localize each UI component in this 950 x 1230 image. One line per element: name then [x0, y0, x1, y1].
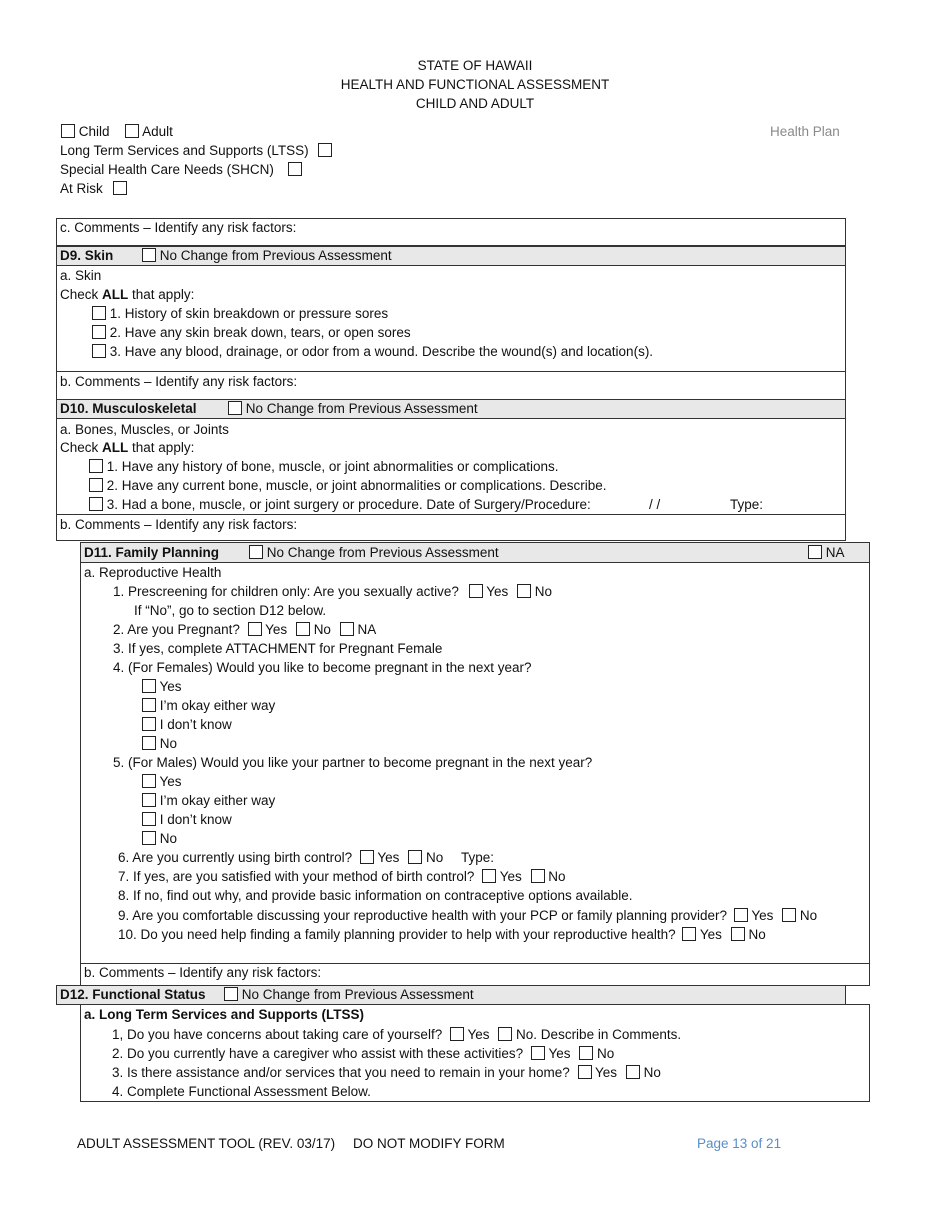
d11-q7-label: 7. If yes, are you satisfied with your method of birth control? — [118, 869, 475, 884]
shcn-checkbox[interactable] — [288, 162, 302, 176]
d11-q2-na-checkbox[interactable] — [340, 622, 354, 636]
d10-item-3-label: 3. Had a bone, muscle, or joint surgery or procedure. Date of Surgery/Procedure: — [106, 497, 591, 512]
d11-q4-option-either — [142, 696, 275, 715]
d11-q7-no-label: No — [548, 869, 566, 884]
d11-q2-no-label: No — [313, 622, 331, 637]
d9-item-1-checkbox[interactable] — [92, 306, 106, 320]
d10-check-pre: Check — [60, 440, 103, 455]
d11-q8: 8. If no, find out why, and provide basic information on contraceptive options available. — [118, 888, 633, 903]
d9-check-pre: Check — [60, 287, 103, 302]
d9-item-2-label: 2. Have any skin break down, tears, or open sores — [109, 325, 411, 340]
d10-check-all-bold: ALL — [102, 440, 129, 455]
at-risk-row — [60, 179, 127, 198]
d11-q4-option-dont-know — [142, 715, 232, 734]
d12-q1-label: 1, Do you have concerns about taking care of yourself? — [112, 1027, 443, 1042]
d10-item-2 — [89, 476, 607, 495]
ltss-checkbox[interactable] — [318, 143, 332, 157]
d12-q1-yes-checkbox[interactable] — [450, 1027, 464, 1041]
d9-item-3 — [92, 342, 653, 361]
d11-q4-no-label: No — [159, 736, 178, 751]
d9-comments-label: b. Comments – Identify any risk factors: — [60, 374, 298, 389]
d10-no-change-label: No Change from Previous Assessment — [245, 401, 478, 416]
d11-comments-label: b. Comments – Identify any risk factors: — [84, 965, 322, 980]
d11-q5-yes-checkbox[interactable] — [142, 774, 156, 788]
d12-q2-yes-checkbox[interactable] — [531, 1046, 545, 1060]
population-row — [61, 122, 173, 141]
d11-q5-dont-know-checkbox[interactable] — [142, 812, 156, 826]
d11-q10-label: 10. Do you need help finding a family planning provider to help with your reproductive health? — [118, 927, 676, 942]
d11-q5-option-no — [142, 829, 177, 848]
d9-item-2 — [92, 323, 411, 342]
d10-item-1 — [89, 457, 558, 476]
d9-no-change-label: No Change from Previous Assessment — [159, 248, 392, 263]
child-label: Child — [78, 124, 110, 139]
d11-q6 — [118, 848, 494, 867]
d11-q5-dont-know-label: I don’t know — [159, 812, 232, 827]
d11-q4-dont-know-checkbox[interactable] — [142, 717, 156, 731]
d11-q1-note: If “No”, go to section D12 below. — [134, 603, 327, 618]
d9-no-change — [142, 247, 392, 265]
shcn-row — [60, 160, 302, 179]
d11-q4-dont-know-label: I don’t know — [159, 717, 232, 732]
d9-check-post: that apply: — [128, 287, 195, 302]
footer-page-number: Page 13 of 21 — [697, 1136, 782, 1151]
d10-header — [56, 399, 846, 419]
d12-q3-no-checkbox[interactable] — [626, 1065, 640, 1079]
d10-surgery-date[interactable]: / / — [649, 497, 661, 512]
d11-q7 — [118, 867, 566, 886]
at-risk-checkbox[interactable] — [113, 181, 127, 195]
d12-q2-label: 2. Do you currently have a caregiver who assist with these activities? — [112, 1046, 524, 1061]
health-plan-label: Health Plan — [770, 124, 840, 139]
d11-sub: a. Reproductive Health — [84, 565, 222, 580]
d11-q4-yes-checkbox[interactable] — [142, 679, 156, 693]
d12-q2-yes-label: Yes — [548, 1046, 571, 1061]
d9-check-all-bold: ALL — [102, 287, 129, 302]
d9-header — [56, 246, 846, 266]
d11-q1-no-label: No — [534, 584, 553, 599]
d11-q5-yes-label: Yes — [159, 774, 182, 789]
adult-label: Adult — [142, 124, 173, 139]
d12-q2-no-label: No — [597, 1046, 615, 1061]
d11-header — [80, 542, 870, 563]
d11-q10-yes-label: Yes — [699, 927, 722, 942]
d11-q2 — [113, 620, 376, 639]
d10-type-label: Type: — [730, 497, 764, 512]
d11-q5-option-either — [142, 791, 275, 810]
d11-q7-yes-checkbox[interactable] — [482, 869, 496, 883]
d11-q9-yes-checkbox[interactable] — [734, 908, 748, 922]
d11-q2-yes-checkbox[interactable] — [248, 622, 262, 636]
form-title-assessment: HEALTH AND FUNCTIONAL ASSESSMENT — [340, 77, 610, 92]
at-risk-label: At Risk — [60, 181, 103, 196]
d10-item-3-checkbox[interactable] — [89, 497, 103, 511]
d11-q2-yes-label: Yes — [265, 622, 288, 637]
d12-q2 — [112, 1044, 614, 1063]
d11-q4: 4. (For Females) Would you like to become pregnant in the next year? — [113, 660, 532, 675]
d11-q6-yes-label: Yes — [377, 850, 400, 865]
d11-q5-either-checkbox[interactable] — [142, 793, 156, 807]
d11-q9-yes-label: Yes — [751, 908, 774, 923]
d11-q1 — [113, 582, 552, 601]
d12-no-change — [224, 986, 474, 1004]
prev-comments-label: c. Comments – Identify any risk factors: — [60, 220, 297, 235]
d11-q2-no-checkbox[interactable] — [296, 622, 310, 636]
d9-item-2-checkbox[interactable] — [92, 325, 106, 339]
d9-check-all — [60, 285, 194, 304]
d12-q1-no-checkbox[interactable] — [498, 1027, 512, 1041]
form-title-state: STATE OF HAWAII — [417, 58, 533, 73]
d10-item-2-label: 2. Have any current bone, muscle, or joint abnormalities or complications. Describe. — [106, 478, 607, 493]
d10-check-post: that apply: — [128, 440, 195, 455]
d10-item-1-label: 1. Have any history of bone, muscle, or joint abnormalities or complications. — [106, 459, 559, 474]
d11-q6-no-label: No — [425, 850, 444, 865]
d10-comments-label: b. Comments – Identify any risk factors: — [60, 517, 298, 532]
d11-q4-option-yes — [142, 677, 182, 696]
d12-sub — [84, 1005, 364, 1024]
d11-q4-yes-label: Yes — [159, 679, 182, 694]
d9-no-change-checkbox[interactable] — [142, 248, 156, 262]
d12-no-change-label: No Change from Previous Assessment — [241, 987, 474, 1002]
d11-q2-label: 2. Are you Pregnant? — [113, 622, 240, 637]
d10-item-2-checkbox[interactable] — [89, 478, 103, 492]
d12-q3-label: 3. Is there assistance and/or services that you need to remain in your home? — [112, 1065, 570, 1080]
d11-q5-no-checkbox[interactable] — [142, 831, 156, 845]
d11-q5-option-yes — [142, 772, 182, 791]
d12-q3-no-label: No — [643, 1065, 661, 1080]
d11-q1-yes-label: Yes — [486, 584, 509, 599]
d10-no-change — [228, 400, 478, 418]
d11-q6-yes-checkbox[interactable] — [360, 850, 374, 864]
d11-q5-no-label: No — [159, 831, 178, 846]
d9-title: D9. Skin — [60, 248, 114, 263]
d11-no-change — [249, 544, 499, 562]
d11-q1-yes-checkbox[interactable] — [469, 584, 483, 598]
d11-q9-no-checkbox[interactable] — [782, 908, 796, 922]
d11-q10-no-checkbox[interactable] — [731, 927, 745, 941]
d11-q9-label: 9. Are you comfortable discussing your reproductive health with your PCP or family planning provider? — [118, 908, 728, 923]
d11-q1-label: 1. Prescreening for children only: Are you sexually active? — [113, 584, 459, 599]
d12-q1-yes-label: Yes — [467, 1027, 490, 1042]
d10-item-3 — [89, 495, 591, 514]
d11-q6-type-label: Type: — [461, 850, 495, 865]
ltss-row — [60, 141, 332, 160]
d11-q1-no-checkbox[interactable] — [517, 584, 531, 598]
d12-q2-no-checkbox[interactable] — [579, 1046, 593, 1060]
d11-q9 — [118, 906, 817, 925]
d11-q4-either-checkbox[interactable] — [142, 698, 156, 712]
d9-item-3-checkbox[interactable] — [92, 344, 106, 358]
d12-q3-yes-checkbox[interactable] — [578, 1065, 592, 1079]
d10-check-all — [60, 438, 194, 457]
d11-title: D11. Family Planning — [84, 545, 220, 560]
d9-item-1 — [92, 304, 388, 323]
d11-q6-label: 6. Are you currently using birth control? — [118, 850, 353, 865]
d11-q7-yes-label: Yes — [499, 869, 522, 884]
d9-item-3-label: 3. Have any blood, drainage, or odor from a wound. Describe the wound(s) and location(s). — [109, 344, 654, 359]
footer-do-not-modify: DO NOT MODIFY FORM — [353, 1136, 505, 1151]
shcn-label: Special Health Care Needs (SHCN) — [60, 162, 274, 177]
d10-item-1-checkbox[interactable] — [89, 459, 103, 473]
d11-no-change-label: No Change from Previous Assessment — [266, 545, 499, 560]
d11-q6-no-checkbox[interactable] — [408, 850, 422, 864]
d11-q5: 5. (For Males) Would you like your partner to become pregnant in the next year? — [113, 755, 593, 770]
d11-q4-no-checkbox[interactable] — [142, 736, 156, 750]
d12-title: D12. Functional Status — [60, 987, 206, 1002]
ltss-label: Long Term Services and Supports (LTSS) — [60, 143, 309, 158]
d9-item-1-label: 1. History of skin breakdown or pressure sores — [109, 306, 389, 321]
d12-q4: 4. Complete Functional Assessment Below. — [112, 1084, 371, 1099]
d11-q4-option-no — [142, 734, 177, 753]
d12-header — [56, 985, 846, 1005]
d9-sub: a. Skin — [60, 268, 102, 283]
d11-q5-either-label: I’m okay either way — [159, 793, 276, 808]
d11-q5-option-dont-know — [142, 810, 232, 829]
d11-na-checkbox[interactable] — [808, 545, 822, 559]
d11-q10-yes-checkbox[interactable] — [682, 927, 696, 941]
d11-q4-either-label: I’m okay either way — [159, 698, 276, 713]
d12-q1-no-label: No. Describe in Comments. — [516, 1027, 682, 1042]
d11-no-change-checkbox[interactable] — [249, 545, 263, 559]
d11-q9-no-label: No — [799, 908, 818, 923]
d12-q1 — [112, 1025, 681, 1044]
footer-tool: ADULT ASSESSMENT TOOL (REV. 03/17) — [77, 1136, 336, 1151]
d11-na — [808, 544, 845, 562]
d12-no-change-checkbox[interactable] — [224, 987, 238, 1001]
d11-q3: 3. If yes, complete ATTACHMENT for Pregnant Female — [113, 641, 443, 656]
d11-na-label: NA — [825, 545, 845, 560]
adult-checkbox[interactable] — [125, 124, 139, 138]
form-title-child-adult: CHILD AND ADULT — [415, 96, 535, 111]
d11-q10 — [118, 925, 766, 944]
d11-q7-no-checkbox[interactable] — [531, 869, 545, 883]
d12-sub-text: a. Long Term Services and Supports (LTSS) — [84, 1007, 365, 1022]
child-checkbox[interactable] — [61, 124, 75, 138]
d10-sub: a. Bones, Muscles, or Joints — [60, 422, 229, 437]
d11-q10-no-label: No — [748, 927, 766, 942]
d12-q3 — [112, 1063, 661, 1082]
d12-q3-yes-label: Yes — [595, 1065, 618, 1080]
d11-q2-na-label: NA — [357, 622, 377, 637]
d10-no-change-checkbox[interactable] — [228, 401, 242, 415]
d10-title: D10. Musculoskeletal — [60, 401, 197, 416]
